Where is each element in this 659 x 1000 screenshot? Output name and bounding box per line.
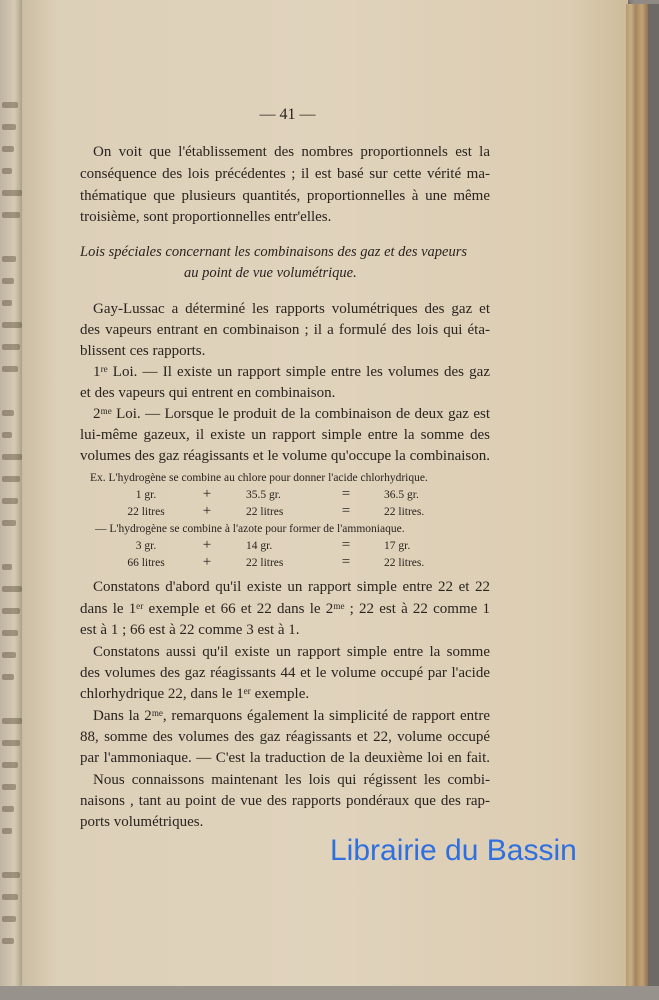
text-line: Nous connaissons maintenant les lois qui régissent les combi-	[93, 772, 490, 788]
equals-sign: =	[341, 554, 351, 570]
text-line: troisième, sont proportionnelles entr'elles.	[80, 209, 332, 225]
facing-page-text-fragment	[2, 300, 12, 306]
facing-page-text-fragment	[2, 806, 14, 812]
equation-term: 3 gr.	[135, 540, 157, 552]
section-heading-line-2: au point de vue volumétrique.	[184, 265, 357, 281]
text-line: ports volumétriques.	[80, 814, 204, 830]
text-line: On voit que l'établissement des nombres proportionnels est la	[93, 144, 490, 160]
equation-term: 22 litres	[127, 506, 165, 518]
text-line: 2ᵐᵉ Loi. — Lorsque le produit de la combinaison de deux gaz est	[93, 406, 490, 422]
background-bottom	[0, 986, 659, 1000]
equation-term: 22 litres	[246, 557, 284, 569]
text-line: Dans la 2ᵐᵉ, remarquons également la simplicité de rapport entre	[93, 708, 490, 724]
background-right	[648, 4, 659, 989]
facing-page-text-fragment	[2, 168, 12, 174]
text-line: blissent ces rapports.	[80, 343, 206, 359]
plus-sign: +	[202, 554, 212, 570]
example-intro-2: — L'hydrogène se combine à l'azote pour former de l'ammoniaque.	[95, 523, 405, 535]
text-line: Constatons aussi qu'il existe un rapport simple entre la somme	[93, 644, 490, 660]
equals-sign: =	[341, 537, 351, 553]
text-line: Constatons d'abord qu'il existe un rapport simple entre 22 et 22	[93, 579, 490, 595]
text-line: thématique que plusieurs quantités, proportionnelles à une même	[80, 188, 490, 204]
facing-page-text-fragment	[2, 410, 14, 416]
text-line: naisons , tant au point de vue des rapports pondéraux que des rap-	[80, 793, 490, 809]
facing-page-text-fragment	[2, 586, 22, 592]
equation-term: 35.5 gr.	[246, 489, 281, 501]
plus-sign: +	[202, 486, 212, 502]
text-line: et des vapeurs qui entrent en combinaison.	[80, 385, 336, 401]
example-intro-1: Ex. L'hydrogène se combine au chlore pour donner l'acide chlorhydrique.	[90, 472, 428, 484]
facing-page-text-fragment	[2, 476, 20, 482]
facing-page-edge	[0, 0, 24, 1000]
facing-page-text-fragment	[2, 784, 16, 790]
facing-page-text-fragment	[2, 454, 22, 460]
page-edges-outer	[636, 4, 648, 989]
text-line: dans le 1ᵉʳ exemple et 66 et 22 dans le 2ᵐᵉ ; 22 est à 22 comme 1	[80, 601, 490, 617]
facing-page-text-fragment	[2, 872, 20, 878]
facing-page-text-fragment	[2, 938, 14, 944]
text-line: par l'ammoniaque. — C'est la traduction de la deuxième loi en fait.	[80, 750, 490, 766]
facing-page-text-fragment	[2, 608, 20, 614]
facing-page-text-fragment	[2, 124, 16, 130]
equals-sign: =	[341, 486, 351, 502]
facing-page-text-fragment	[2, 344, 20, 350]
facing-page-text-fragment	[2, 718, 22, 724]
plus-sign: +	[202, 503, 212, 519]
text-line: volumes des gaz réagissants et le volume qu'occupe la combinaison.	[80, 448, 490, 464]
section-heading-line-1: Lois spéciales concernant les combinaisons des gaz et des vapeurs	[80, 244, 468, 260]
equation-term: 1 gr.	[135, 489, 157, 501]
text-line: des volumes des gaz réagissants 44 et le volume occupé par l'acide	[80, 665, 490, 681]
page-edges	[626, 4, 636, 989]
text-line: est à 1 ; 66 est à 22 comme 3 est à 1.	[80, 622, 300, 638]
equation-term: 22 litres	[246, 506, 284, 518]
facing-page-text-fragment	[2, 916, 16, 922]
plus-sign: +	[202, 537, 212, 553]
facing-page-text-fragment	[2, 894, 18, 900]
facing-page-text-fragment	[2, 190, 22, 196]
page-number: — 41 —	[259, 106, 316, 123]
text-line: chlorhydrique 22, dans le 1ᵉʳ exemple.	[80, 686, 310, 702]
text-line: des vapeurs entrant en combinaison ; il a formulé des lois qui éta-	[80, 322, 490, 338]
facing-page-text-fragment	[2, 674, 14, 680]
watermark: Librairie du Bassin	[330, 834, 577, 867]
facing-page-text-fragment	[2, 146, 14, 152]
facing-page-text-fragment	[2, 520, 16, 526]
equation-term: 22 litres.	[384, 557, 425, 569]
equation-term: 14 gr.	[246, 540, 273, 552]
facing-page-text-fragment	[2, 652, 16, 658]
facing-page-text-fragment	[2, 278, 14, 284]
text-line: 88, somme des volumes des gaz réagissants et 22, volume occupé	[80, 729, 490, 745]
facing-page-text-fragment	[2, 630, 18, 636]
text-line: lui-même gazeux, il existe un rapport simple entre la somme des	[80, 427, 490, 443]
facing-page-text-fragment	[2, 828, 12, 834]
facing-page-text-fragment	[2, 432, 12, 438]
equation-term: 36.5 gr.	[384, 489, 419, 501]
facing-page-text-fragment	[2, 322, 22, 328]
facing-page-text-fragment	[2, 366, 18, 372]
facing-page-text-fragment	[2, 762, 18, 768]
equals-sign: =	[341, 503, 351, 519]
facing-page-text-fragment	[2, 564, 12, 570]
text-line: 1ʳᵉ Loi. — Il existe un rapport simple entre les volumes des gaz	[93, 364, 490, 380]
facing-page-text-fragment	[2, 740, 20, 746]
text-line: conséquence des lois précédentes ; il est basé sur cette vérité ma-	[80, 166, 490, 182]
facing-page-text-fragment	[2, 212, 20, 218]
equation-term: 22 litres.	[384, 506, 425, 518]
facing-page-text-fragment	[2, 498, 18, 504]
equation-term: 66 litres	[127, 557, 165, 569]
equation-term: 17 gr.	[384, 540, 411, 552]
text-line: Gay-Lussac a déterminé les rapports volumétriques des gaz et	[93, 301, 490, 317]
facing-page-text-fragment	[2, 256, 16, 262]
